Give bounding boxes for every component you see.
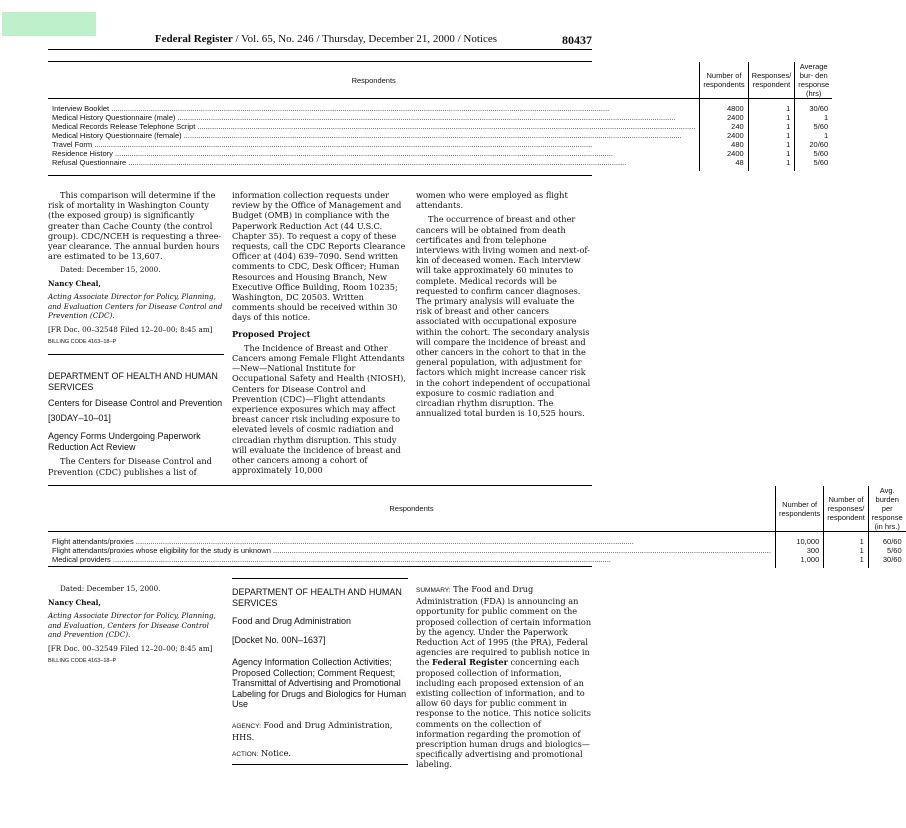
name-cell — [48, 140, 700, 149]
row-label: Interview Booklet ..... — [52, 104, 609, 113]
row-label: Flight attendants/proxies ..... — [52, 537, 634, 546]
agency-name: Food and Drug Administration — [232, 616, 352, 626]
divider — [232, 764, 408, 765]
col-header: Average bur- den response (hrs) — [795, 62, 832, 99]
issue-date: Thursday, December 21, 2000 — [322, 33, 455, 45]
col-header: Responses/ respondent — [748, 62, 795, 99]
burden-cell: 1 — [823, 131, 829, 140]
responses-cell: 1 — [748, 131, 795, 140]
respondents-cell: 48 — [700, 158, 748, 171]
responses-cell: 1 — [748, 158, 795, 171]
docket: [Docket No. 00N–1637] — [232, 634, 326, 645]
table-row — [48, 113, 832, 122]
row-label: Medical providers ..... — [52, 555, 611, 564]
table-row — [48, 158, 832, 171]
bottom-column-2 — [232, 578, 408, 771]
column-1 — [48, 190, 224, 481]
department: DEPARTMENT OF HEALTH AND HUMAN SERVICES — [48, 371, 218, 392]
page-header: Federal Register / Vol. 65, No. 246 / Thursday, December 21, 2000 / Notices 80437 — [154, 33, 592, 47]
name-cell — [48, 158, 700, 171]
table-row — [48, 546, 906, 555]
paragraph: The Centers for Disease Control and Prevention (CDC) publishes a list of — [48, 456, 212, 477]
burden-cell: 30/60 — [882, 555, 902, 564]
respondents-cell: 4800 — [700, 99, 748, 114]
action-text: Notice. — [260, 747, 292, 758]
header-rule — [48, 49, 592, 50]
summary-text-1: The Food and Drug Administration (FDA) is announcing an opportunity for public comment on the proposed collection of certain information by the agency. Under the Paperwork Reduction Act of 1995 (the PRA), Federal agencies are required to publish notice in the — [416, 584, 592, 668]
respondents-cell: 2400 — [700, 131, 748, 140]
docket: [30DAY–10–01] — [48, 412, 111, 423]
col-header: Respondents — [48, 62, 700, 99]
billing-code: BILLING CODE 4163–18–P — [48, 339, 117, 346]
volume: Vol. 65, No. 246 — [241, 33, 314, 45]
row-label: Residence History ..... — [52, 149, 613, 158]
responses-cell: 1 — [748, 113, 795, 122]
respondents-cell: 1,000 — [775, 555, 823, 568]
burden-cell: 5/60 — [813, 122, 829, 131]
agency-text: Food and Drug Administration, HHS. — [232, 719, 393, 742]
row-label: Medical Records Release Telephone Script ..... — [52, 122, 695, 131]
table-respondents-2 — [48, 486, 906, 568]
page-number: 80437 — [562, 33, 592, 47]
responses-cell: 1 — [748, 140, 795, 149]
name-cell — [48, 149, 700, 158]
summary-paragraph — [416, 584, 592, 770]
row-label: Travel Form ..... — [52, 140, 592, 149]
burden-cell: 5/60 — [887, 546, 902, 555]
respondents-cell: 240 — [700, 122, 748, 131]
name-cell — [48, 131, 700, 140]
fr-doc: [FR Doc. 00–32549 Filed 12–20–00; 8:45 am] — [48, 643, 213, 653]
col-header: Respondents — [48, 486, 775, 532]
paragraph: women who were employed as flight attendants. — [416, 190, 568, 211]
burden-cell: 5/60 — [813, 149, 829, 158]
table-row — [48, 99, 832, 114]
responses-cell: 1 — [824, 532, 869, 547]
responses-cell: 1 — [824, 555, 869, 568]
responses-cell: 1 — [824, 546, 869, 555]
section: Notices — [463, 33, 497, 45]
col-header: Number of responses/ respondent — [824, 486, 869, 532]
respondents-cell: 300 — [775, 546, 823, 555]
action-line — [232, 748, 408, 760]
name-cell — [48, 532, 775, 547]
responses-cell: 1 — [748, 149, 795, 158]
col-header: Avg. burden per response (in hrs.) — [868, 486, 905, 532]
table-row — [48, 131, 832, 140]
respondents-cell: 480 — [700, 140, 748, 149]
paragraph: The occurrence of breast and other cancers will be obtained from death certificates and from telephone interviews with living women and next-of-kin of deceased women. Each interview will take approximately 60 minutes to complete. Medical records will be requested to confirm cancer diagnoses. The primary analysis will evaluate the risk of breast and other cancers associated with occupational exposure within the cohort. The secondary analysis will compare the incidence of breast and other cancers in the cohort to that in the general population, with adjustment for factors which might increase cancer risk in the cohort independent of occupational exposure to cosmic radiation and circadian rhythm disruption. The annualized total burden is 10,525 hours. — [416, 214, 591, 419]
table-row — [48, 122, 832, 131]
signer-title: Acting Associate Director for Policy, Planning, and Evaluation Centers for Disease Control and Prevention (CDC). — [48, 292, 223, 321]
paragraph: This comparison will determine if the risk of mortality in Washington County (the exposed group) is significantly greater than Cache County (the control group). CDC/NCEH is requesting a three-year clearance. The annual burden hours are estimated to be 13,607. — [48, 190, 222, 262]
col-header: Number of respondents — [700, 62, 748, 99]
fr-doc: [FR Doc. 00–32548 Filed 12–20–00; 8:45 am] — [48, 324, 213, 334]
signer: Nancy Cheal, — [48, 278, 101, 288]
respondents-cell: 10,000 — [775, 532, 823, 547]
respondents-cell: 2400 — [700, 113, 748, 122]
bottom-column-3 — [416, 584, 592, 774]
signer: Nancy Cheal, — [48, 597, 101, 607]
signer-title: Acting Associate Director for Policy, Planning, and Evaluation, Centers for Disease Control and Prevention (CDC). — [48, 611, 216, 639]
responses-cell: 1 — [748, 99, 795, 114]
bottom-column-1 — [48, 584, 224, 669]
name-cell — [48, 99, 700, 114]
row-label: Flight attendants/proxies whose eligibility for the study is unknown ..... — [52, 546, 771, 555]
agency-line — [232, 720, 408, 742]
row-label: Medical History Questionnaire (female) ..... — [52, 131, 682, 140]
table2-bottom-rule — [48, 566, 592, 567]
burden-cell: 20/60 — [809, 140, 829, 149]
column-3 — [416, 190, 592, 422]
row-label: Refusal Questionnaire ..... — [52, 158, 626, 167]
section-heading: Proposed Project — [232, 328, 311, 339]
burden-cell: 5/60 — [813, 158, 829, 167]
divider — [48, 354, 224, 355]
department: DEPARTMENT OF HEALTH AND HUMAN SERVICES — [232, 587, 402, 608]
name-cell — [48, 122, 700, 131]
notice-heading: Agency Information Collection Activities; Proposed Collection; Comment Request; Transmittal of Advertising and Promotional Labeling for Drugs and Biologics for Human Use — [232, 657, 407, 709]
summary-label: SUMMARY: — [416, 587, 451, 594]
billing-code: BILLING CODE 4163–18–P — [48, 658, 117, 664]
paragraph: information collection requests under review by the Office of Management and Budget (OMB) in compliance with the Paperwork Reduction Act (44 U.S.C. Chapter 35). To request a copy of these requests, call the CDC Reports Clearance Officer at (404) 639–7090. Send written comments to CDC, Desk Officer; Human Resources and Housing Branch, New Executive Office Building, Room 10235; Washington, DC 20503. Written comments should be received within 30 days of this notice. — [232, 190, 406, 323]
burden-cell: 60/60 — [882, 537, 902, 546]
table-row — [48, 532, 906, 547]
agency-label: AGENCY: — [232, 722, 261, 730]
table-row — [48, 149, 832, 158]
dated-line: Dated: December 15, 2000. — [60, 265, 161, 275]
column-2 — [232, 190, 408, 479]
responses-cell: 1 — [748, 122, 795, 131]
summary-text-2: concerning each proposed collection of information, including each proposed extension of an existing collection of information, and to allow 60 days for public comment in response to the notice. This notice solicits comments on the collection of information regarding the promotion of prescription human drugs and biologics—specifically advertising and promotional labeling. — [416, 657, 591, 770]
dated-line: Dated: December 15, 2000. — [60, 584, 161, 593]
col-header: Number of respondents — [775, 486, 823, 532]
action-label: ACTION: — [232, 750, 259, 758]
name-cell — [48, 113, 700, 122]
row-label: Medical History Questionnaire (male) ..... — [52, 113, 676, 122]
name-cell — [48, 546, 775, 555]
respondents-cell: 2400 — [700, 149, 748, 158]
journal-name: Federal Register — [154, 33, 233, 45]
agency-name: Centers for Disease Control and Prevention — [48, 398, 223, 409]
paragraph: The Incidence of Breast and Other Cancers among Female Flight Attendants—New—National Institute for Occupational Safety and Health (NIOSH), Centers for Disease Control and Prevention (CDC)—Flight attendants experience exposures which may affect breast cancer risk including exposure to elevated levels of cosmic radiation and circadian rhythm disruption. This study will evaluate the incidence of breast and other cancers among a cohort of approximately 10,000 — [232, 342, 406, 476]
table1-bottom-rule — [48, 175, 592, 176]
notice-heading: Agency Forms Undergoing Paperwork Reduction Act Review — [48, 431, 201, 452]
burden-cell: 30/60 — [809, 104, 829, 113]
divider — [232, 578, 408, 579]
federal-register-ref: Federal Register — [432, 657, 508, 668]
burden-cell: 1 — [823, 113, 829, 122]
table-respondents-1 — [48, 62, 832, 171]
table-row — [48, 140, 832, 149]
